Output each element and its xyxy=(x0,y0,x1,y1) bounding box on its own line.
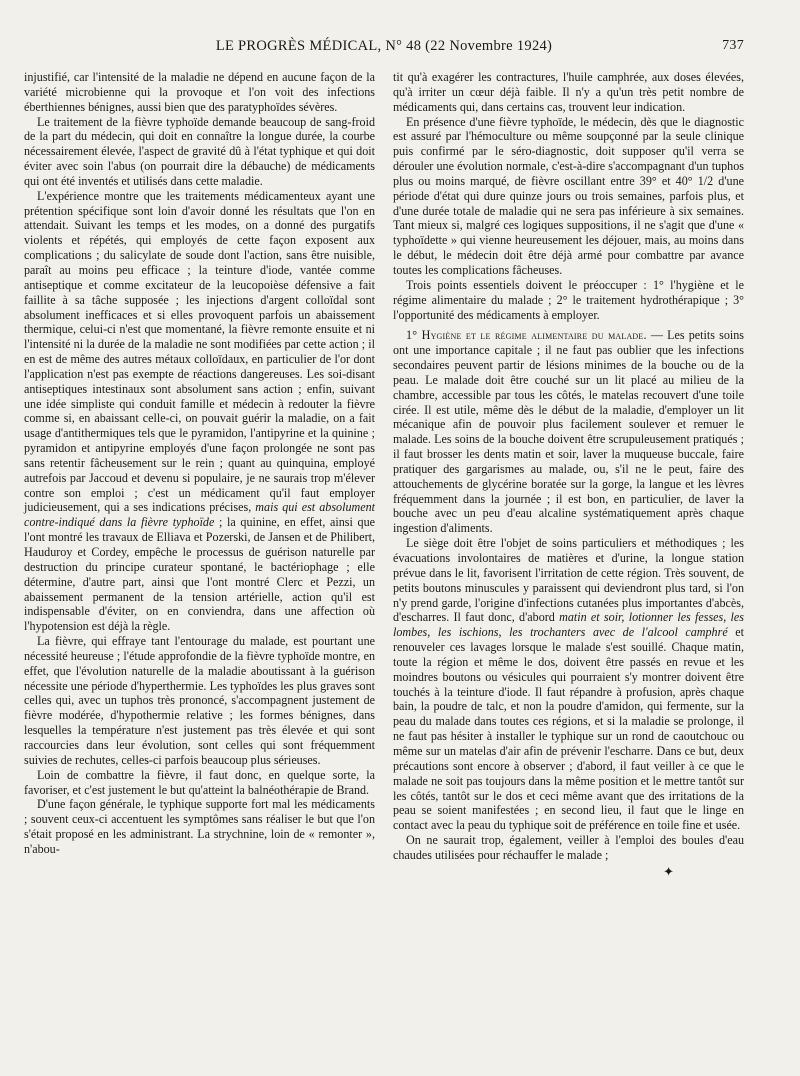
paragraph: On ne saurait trop, également, veiller à l'emploi des boules d'eau chaudes utilisées pour réchauffer le malade ; xyxy=(393,833,744,862)
paragraph xyxy=(393,328,744,536)
paragraph: injustifié, car l'intensité de la maladie ne dépend en aucune façon de la variété microbienne qui la provoque et l'on voit des infections éberthiennes bénignes, aussi bien que des paratyphoïdes sévères. xyxy=(24,70,375,114)
text-run: et renouveler ces lavages lorsque le malade s'est souillé. Chaque matin, toute la région et même le dos, doivent être passés en revue et les moindres boutons ou vésicules qui pourraient s'y montrer doivent être touchés à la teinture d'iode. Il faut répandre à profusion, après chaque bain, la poudre de talc, et non la poudre d'amidon, qui fermente, sur la peau du malade dans toutes ces régions, et si la maladie se prolonge, il ne faut pas hésiter à installer le typhique sur un rond de caoutchouc ou même sur un matelas d'air afin de prévenir l'escharre. Dans ce but, deux précautions sont encore à observer ; d'abord, il faut veiller à ce que le malade ne soit pas toujours dans la même position et le mettre tantôt sur les côtés, tantôt sur le dos et ceci même avant que des irritations de la peau se soient manifestées ; en second lieu, il faut que le linge en contact avec la peau du typhique soit de préférence en toile fine et usée. xyxy=(393,625,744,833)
text-run: Le siège doit être l'objet de soins particuliers et méthodiques ; les évacuations involontaires de matières et d'urine, la longue station prévue dans le lit, favorisent l'irritation de cette région. Très souvent, de petits boutons minuscules y paraissent qui deviendront plus tard, si l'on n'y prend garde, l'origine d'infections cutanées plus importantes d'abcès, d'escharres. Il faut donc, d'abord xyxy=(393,536,744,625)
text-run: ; la quinine, en effet, ainsi que l'ont montré les travaux de Elliava et Pozerski, de Jansen et de Philibert, Hauduroy et Cordey, empêche le processus de guérison naturelle par destruction du principe curateur spontané, le bactériophage ; elle détermine, d'autre part, ainsi que l'ont montré Clerc et Pezzi, un abaissement permanent de la tension artérielle, action qu'il est indispensable d'éviter, on en conviendra, dans une affection où l'hypotension est déjà la règle. xyxy=(24,515,375,634)
italic-emphasis: matin et soir, lotionner les fesses, les lombes, les ischions, les trochanters avec de l'alcool camphré xyxy=(393,610,744,640)
section-heading: 1° Hygiène et le régime alimentaire du malade. xyxy=(406,328,647,343)
paragraph: Le traitement de la fièvre typhoïde demande beaucoup de sang-froid de la part du médecin, qui doit en connaître la longue durée, la courbe nécessairement élevée, l'aspect de gravité dû à l'état typhique et qui doit éviter avec soin l'abus (on pourrait dire la débauche) de médicaments qui ont été inventés et utilisés dans cette maladie. xyxy=(24,114,375,188)
text-run: L'expérience montre que les traitements médicamenteux ayant une prétention spécifique sont loin d'avoir donné les résultats que l'on en attendait. Suivant les temps et les modes, on a donné des purgatifs violents et répétés, qui employés de cette façon exposent aux complications ; du salicylate de soude dont l'action, sans être nuisible, paraît au moins peu efficace ; la teinture d'iode, vantée comme antiseptique et comme excitateur de la leucopoièse défensive a fait faillite à sa tâche supposée ; les injections d'argent colloïdal sont absolument inefficaces et si elles provoquent parfois un abaissement thermique, celui-ci n'est que momentané, la fièvre remonte ensuite et ni l'intensité ni la durée de la maladie ne sont modifiées par cette action ; il en est de même des autres métaux colloïdaux, en particulier de l'or dont l'application n'est pas exempte de réactions dangereuses. Les soi-disant antiseptiques intestinaux sont absolument sans action ; enfin, suivant une idée simpliste qui conduit famille et médecin à redouter la fièvre comme si, en abaissant celle-ci, on pouvait guérir la maladie, on a fait usage d'antithermiques tels que le pyramidon, l'antipyrine et la quinine ; pyramidon et antipyrine employés d'une façon prolongée ne sont pas sans retentir fâcheusement sur le rein ; quant au quinquina, employé autrefois par Jaccoud et devenu si populaire, je ne saurais trop m'élever contre son emploi ; c'est un médicament qu'il faut employer judicieusement, qui a ses indications précises, xyxy=(24,188,375,515)
paragraph: La fièvre, qui effraye tant l'entourage du malade, est pourtant une nécessité heureuse ; l'étude approfondie de la fièvre typhoïde montre, en effet, que l'évolution naturelle de la maladie aboutissant à la guérison nécessite une période d'hyperthermie. Les typhoïdes les plus graves sont celles qui, avec un tuphos très prononcé, s'accompagnent justement de fièvre modérée, d'hypothermie relative ; les formes bénignes, dans lesquelles la température n'est justement pas très élevée et qui sont raccourcies dans leur évolution, sont celles qui sont fréquemment suivies de rechutes, celles-ci parfois beaucoup plus sérieuses. xyxy=(24,634,375,767)
end-ornament-icon: ✦ xyxy=(663,863,674,879)
journal-title: LE PROGRÈS MÉDICAL, N° 48 (22 Novembre 1924) xyxy=(215,38,553,54)
paragraph xyxy=(24,189,375,634)
paragraph: Trois points essentiels doivent le préoccuper : 1° l'hygiène et le régime alimentaire du malade ; 2° le traitement hydrothérapique ; 3° l'opportunité des médicaments à employer. xyxy=(393,277,744,322)
paragraph: En présence d'une fièvre typhoïde, le médecin, dès que le diagnostic est assuré par l'hémoculture ou même soupçonné par la seule clinique puis confirmé par le séro-diagnostic, doit supposer qu'il verra se dérouler une évolution normale, c'est-à-dire s'accompagnant d'un tuphos plus ou moins marqué, de fièvre oscillant entre 39° et 40° 1/2 d'une période d'état qui dure quinze jours ou trois semaines, parfois plus, et d'une durée totale de maladie qui ne sera pas inférieure à six semaines. Tant mieux si, malgré ces logiques suppositions, il ne s'agit que d'une « typhoïdette » qui vienne heureusement les déjouer, mais, au moins dans le début, le médecin doit être déjà armé pour combattre par avance toutes les complications fâcheuses. xyxy=(393,114,744,277)
left-column xyxy=(24,70,375,857)
italic-emphasis: mais qui est absolument contre-indiqué dans la fièvre typhoïde xyxy=(24,500,375,530)
text-run: — Les petits soins ont une importance capitale ; il ne faut pas oublier que les infections secondaires peuvent partir de lésions minimes de la bouche ou de la peau. Le malade doit être couché sur un lit placé au milieu de la chambre, accessible par tous les côtés, le matelas recouvert d'une toile cirée. Il est utile, même dès le début de la maladie, d'employer un lit mécanique afin de pouvoir plus facilement soulever et remuer le malade. Les soins de la bouche doivent être scrupuleusement pratiqués ; il faut brosser les dents matin et soir, laver la muqueuse buccale, faire pratiquer des gargarismes au malade, ou, s'il ne le peut, faire des attouchements de glycérine boratée sur la gorge, la langue et les lèvres fréquemment dans la journée ; il est bon, en particulier, de laver la bouche avec un peu d'eau alcaline systématiquement après chaque ingestion d'aliments. xyxy=(393,328,744,536)
paragraph: tit qu'à exagérer les contractures, l'huile camphrée, aux doses élevées, qu'à irriter un cœur déjà faible. Il n'y a qu'un très petit nombre de médicaments qui, dans certains cas, trouvent leur indication. xyxy=(393,70,744,114)
paragraph: Loin de combattre la fièvre, il faut donc, en quelque sorte, la favoriser, et c'est justement le but qu'atteint la balnéothérapie de Brand. xyxy=(24,767,375,797)
running-header xyxy=(24,38,744,58)
paragraph: D'une façon générale, le typhique supporte fort mal les médicaments ; souvent ceux-ci accentuent les symptômes sans réaliser le but que l'on s'était proposé en les administrant. La strychnine, loin de « remonter », n'abou- xyxy=(24,797,375,856)
page-number: 737 xyxy=(722,38,744,53)
paragraph xyxy=(393,536,744,833)
two-column-body xyxy=(24,70,744,880)
right-column xyxy=(393,70,744,880)
